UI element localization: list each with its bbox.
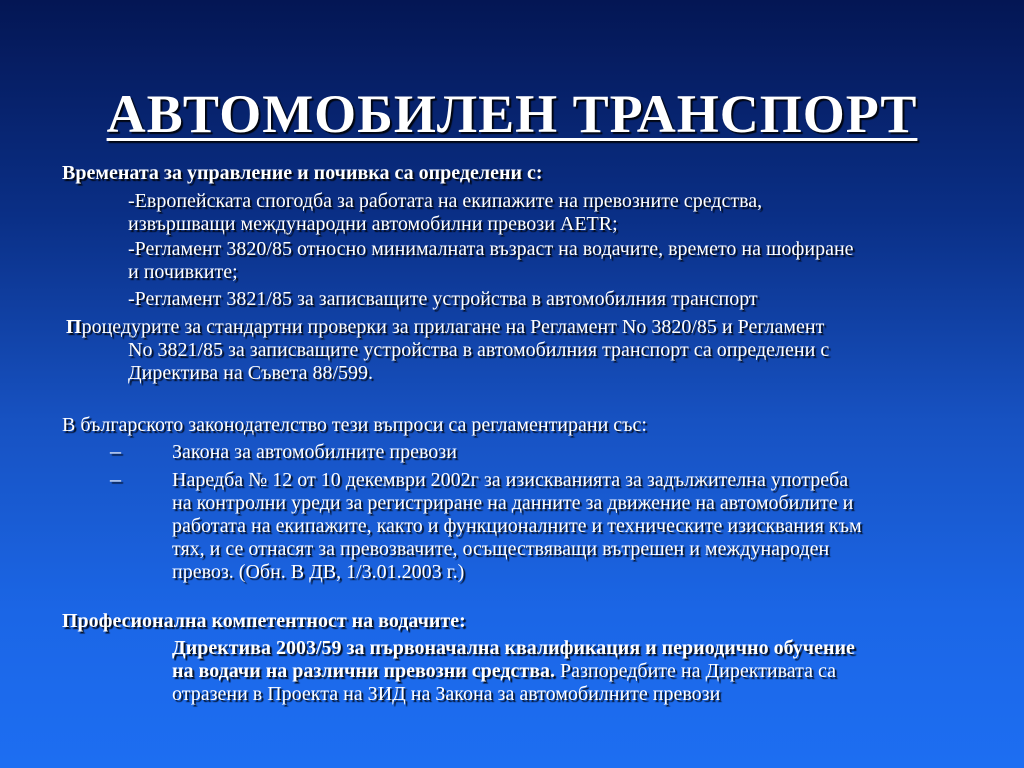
slide-title [0,82,1024,146]
section3-item-1: Закона за автомобилните превози [172,441,457,463]
section1-item-3-line1: -Регламент 3821/85 за записващите устройства в автомобилния транспорт [128,288,758,310]
section1-heading: Времената за управление и почивка са определени с: [62,162,543,184]
section4-heading: Професионална компетентност на водачите: [62,610,466,632]
section2-line3: Директива на Съвета 88/599. [128,362,374,384]
section3-item-2-line: превоз. (Обн. В ДВ, 1/3.01.2003 г.) [172,561,465,583]
section4-paragraph [172,637,855,706]
section4-line3: отразени в Проекта на ЗИД на Закона за автомобилните превози [172,683,721,705]
section3-heading: В българското законодателство тези въпроси са регламентирани със: [62,414,647,436]
dash-bullet: – [110,438,121,463]
section2-line2: No 3821/85 за записващите устройства в автомобилния транспорт са определени с [128,339,830,361]
section3-item-2-line: Наредба № 12 от 10 декември 2002г за изискванията за задължителна употреба [172,469,849,491]
section3-item-2-line: на контролни уреди за регистриране на данните за движение на автомобилите и [172,492,854,514]
slide-title-text: АВТОМОБИЛЕН ТРАНСПОРТ [106,84,918,144]
section4-normal-tail: Разпоредбите на Директивата са [555,660,836,682]
section1-item-2-line1: -Регламент 3820/85 относно минималната възраст на водачите, времето на шофиране [128,238,854,260]
section1-item-2-line2: и почивките; [128,261,238,283]
section3-item-2 [172,469,862,584]
section1-item-1-line1: -Европейската спогодба за работата на екипажите на превозните средства, [128,190,763,212]
section2-paragraph [66,316,829,385]
section1-item-1 [128,190,762,236]
section4-bold-line2: на водачи на различни превозни средства. [172,660,555,682]
section2-first-letter: П [66,316,82,338]
section4-bold-line1: Директива 2003/59 за първоначална квалификация и периодично обучение [172,637,855,659]
section3-item-2-line: работата на екипажите, както и функционалните и техническите изисквания към [172,515,862,537]
section1-item-1-line2: извършващи международни автомобилни превози AETR; [128,213,618,235]
dash-bullet: – [110,466,121,491]
section1-item-2 [128,238,854,284]
section3-item-2-line: тях, и се отнасят за превозвачите, осъществяващи вътрешен и международен [172,538,830,560]
section1-item-3 [128,288,758,311]
section2-line1: роцедурите за стандартни проверки за прилагане на Регламент No 3820/85 и Регламент [81,316,825,338]
